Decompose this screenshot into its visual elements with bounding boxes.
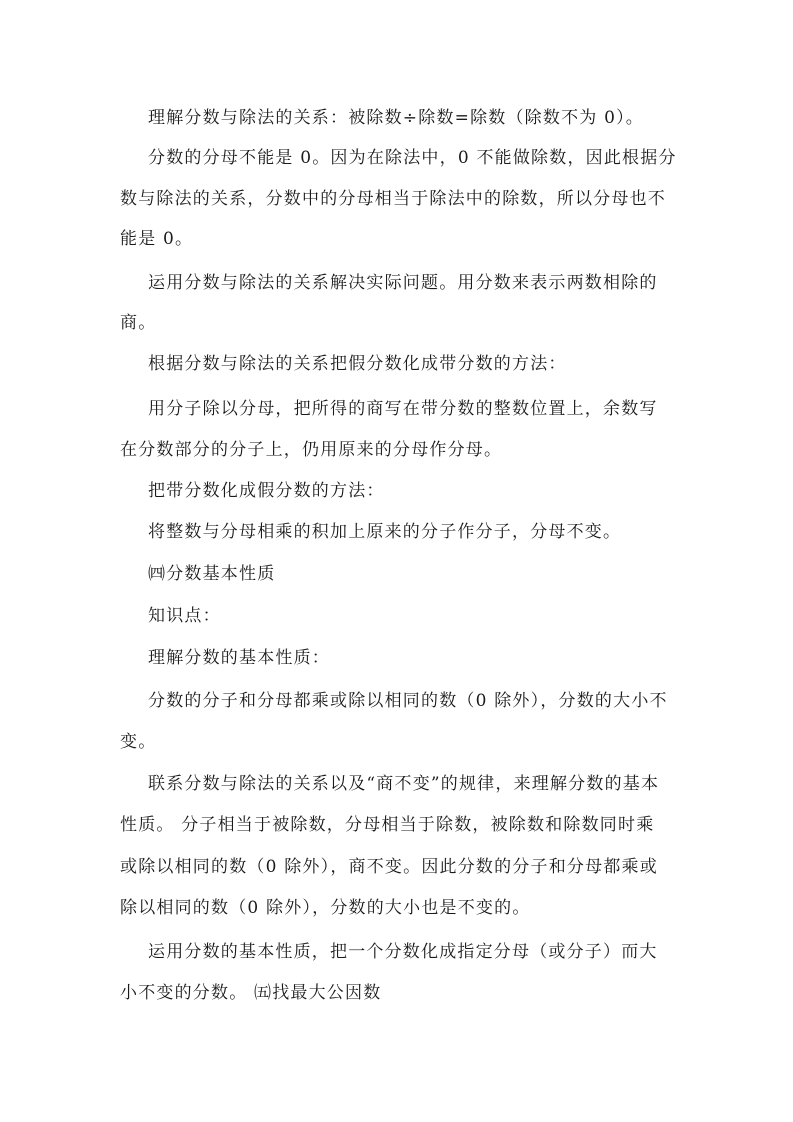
paragraph-line: 理解分数与除法的关系：被除数÷除数=除数（除数不为 0）。 bbox=[148, 108, 645, 128]
paragraph-line: 根据分数与除法的关系把假分数化成带分数的方法： bbox=[148, 354, 567, 374]
paragraph-line: 或除以相同的数（0 除外），商不变。因此分数的分子和分母都乘或 bbox=[120, 857, 658, 877]
paragraph-line: 理解分数的基本性质： bbox=[148, 648, 330, 668]
paragraph-line: 运用分数与除法的关系解决实际问题。用分数来表示两数相除的 bbox=[148, 273, 658, 293]
paragraph-line: 知识点： bbox=[148, 606, 221, 626]
paragraph-line: 除以相同的数（0 除外），分数的大小也是不变的。 bbox=[120, 898, 531, 918]
paragraph-line: 联系分数与除法的关系以及“商不变”的规律，来理解分数的基本 bbox=[148, 774, 660, 794]
paragraph-line: 变。 bbox=[120, 732, 157, 752]
paragraph-line: 运用分数的基本性质，把一个分数化成指定分母（或分子）而大 bbox=[148, 942, 658, 962]
section-heading: ㈣分数基本性质 bbox=[148, 564, 276, 584]
paragraph-line: 用分子除以分母，把所得的商写在带分数的整数位置上，余数写 bbox=[148, 399, 658, 419]
paragraph-line: 小不变的分数。 ㈤找最大公因数 bbox=[120, 983, 382, 1003]
paragraph-line: 性质。 分子相当于被除数，分母相当于除数，被除数和除数同时乘 bbox=[120, 815, 655, 835]
paragraph-line: 将整数与分母相乘的积加上原来的分子作分子，分母不变。 bbox=[148, 522, 622, 542]
paragraph-line: 在分数部分的分子上，仍用原来的分母作分母。 bbox=[120, 440, 503, 460]
paragraph-line: 分数的分子和分母都乘或除以相同的数（0 除外），分数的大小不 bbox=[148, 691, 668, 711]
paragraph-line: 商。 bbox=[120, 313, 157, 333]
paragraph-line: 分数的分母不能是 0。因为在除法中，0 不能做除数，因此根据分 bbox=[148, 148, 677, 168]
paragraph-line: 能是 0。 bbox=[120, 229, 194, 249]
paragraph-line: 把带分数化成假分数的方法： bbox=[148, 481, 385, 501]
paragraph-line: 数与除法的关系，分数中的分母相当于除法中的除数，所以分母也不 bbox=[120, 189, 666, 209]
